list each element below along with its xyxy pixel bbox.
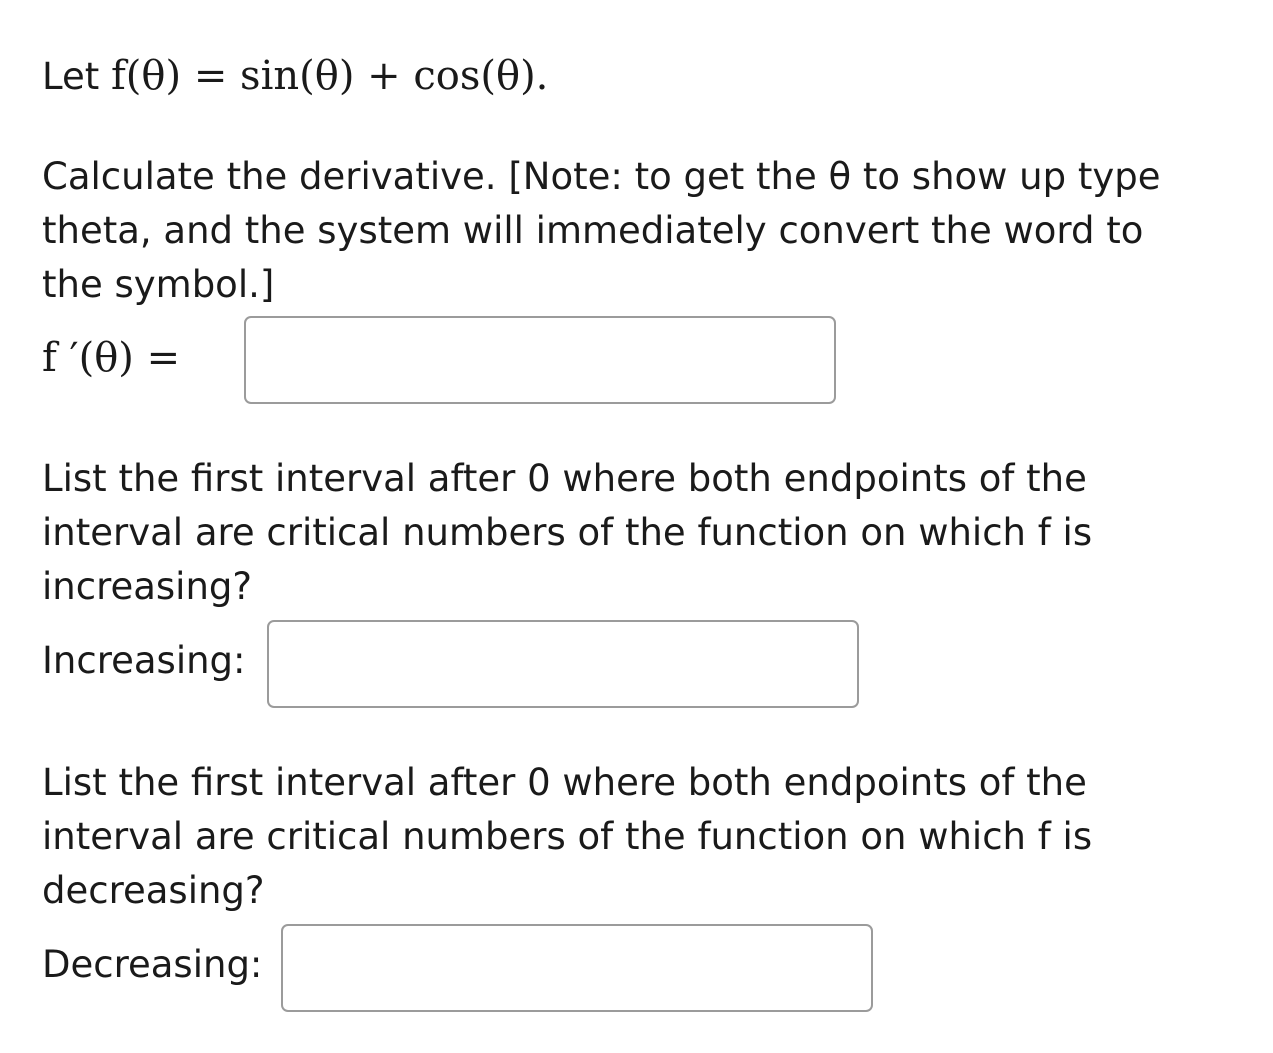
derivative-instruction-line-2: theta, and the system will immediately convert the word to bbox=[42, 209, 1144, 252]
increasing-answer-input[interactable] bbox=[267, 620, 859, 708]
increasing-question-line-2: interval are critical numbers of the function on which f is bbox=[42, 511, 1093, 554]
derivative-answer-input[interactable] bbox=[244, 316, 836, 404]
decreasing-answer-input[interactable] bbox=[281, 924, 873, 1012]
increasing-label: Increasing: bbox=[42, 639, 246, 682]
intro-let: Let bbox=[42, 55, 100, 98]
intro-function-expr: f(θ) = sin(θ) + cos(θ). bbox=[111, 53, 549, 99]
decreasing-question-line-2: interval are critical numbers of the function on which f is bbox=[42, 815, 1093, 858]
intro-line bbox=[42, 53, 549, 99]
decreasing-question-line-3: decreasing? bbox=[42, 869, 265, 912]
increasing-question-line-1: List the first interval after 0 where both endpoints of the bbox=[42, 457, 1087, 500]
derivative-instruction-line-1: Calculate the derivative. [Note: to get the θ to show up type bbox=[42, 155, 1161, 198]
derivative-instruction-line-3: the symbol.] bbox=[42, 263, 275, 306]
decreasing-question-line-1: List the first interval after 0 where both endpoints of the bbox=[42, 761, 1087, 804]
derivative-label: f ′(θ) = bbox=[42, 335, 181, 381]
decreasing-label: Decreasing: bbox=[42, 943, 263, 986]
increasing-question-line-3: increasing? bbox=[42, 565, 253, 608]
